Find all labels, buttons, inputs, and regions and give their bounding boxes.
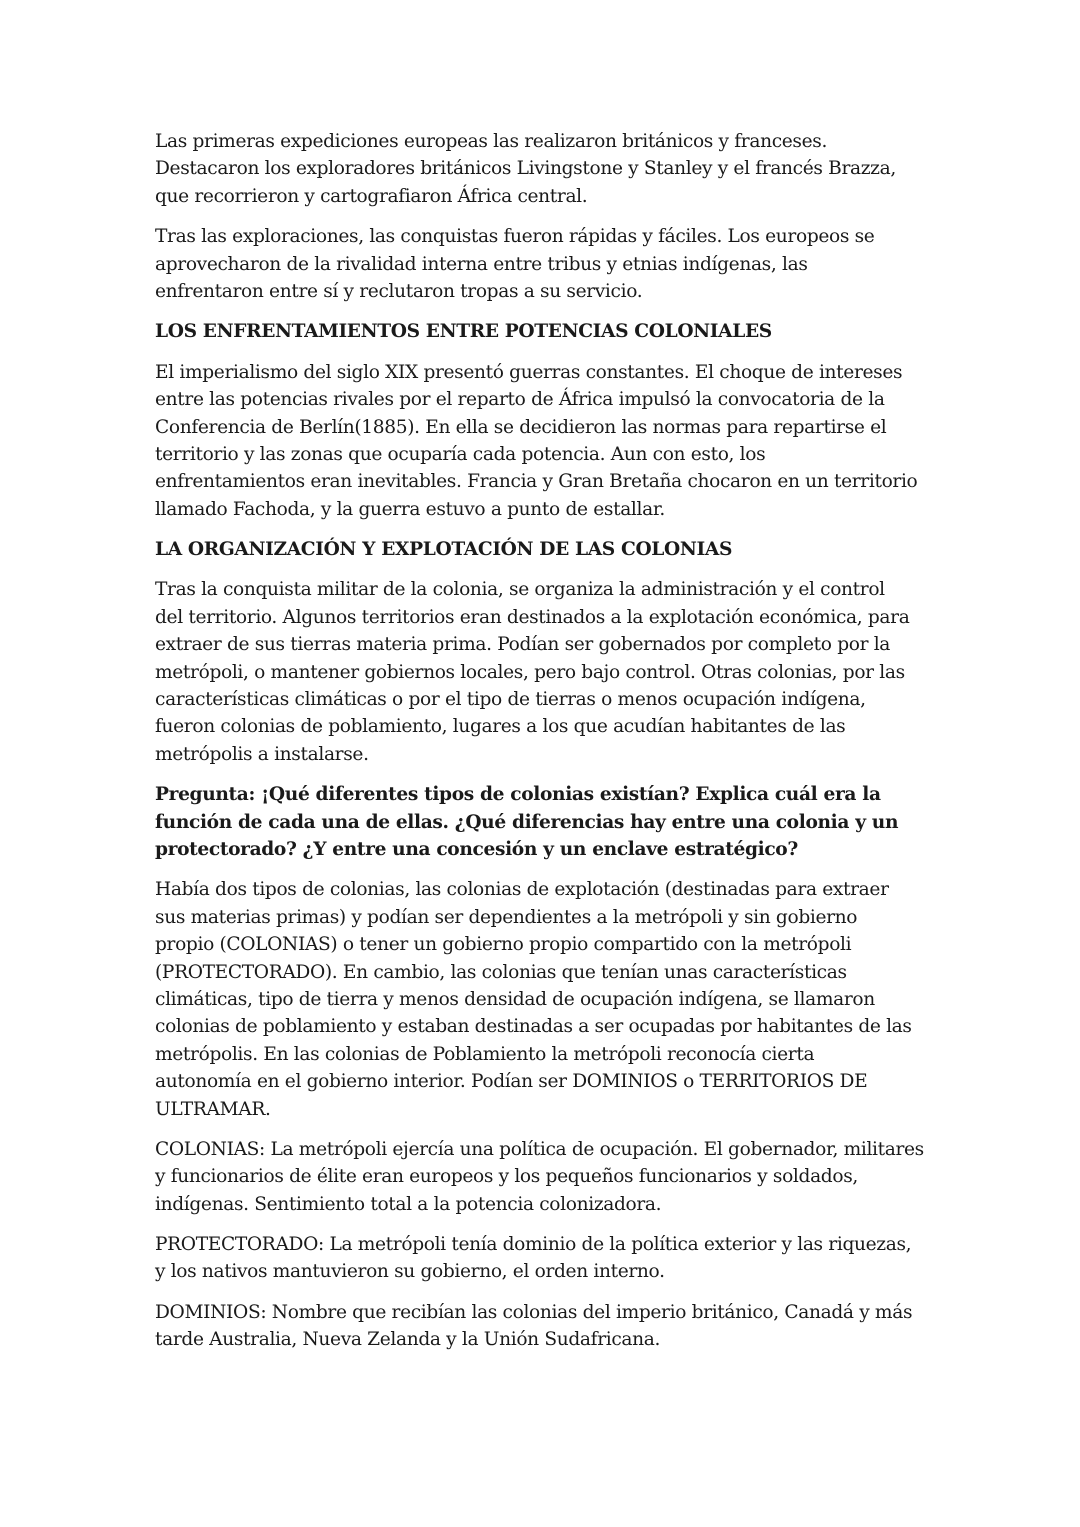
text-line: Tras las exploraciones, las conquistas fueron rápidas y fáciles. Los europeos se — [155, 226, 875, 248]
question-block — [155, 781, 945, 863]
text-line: entre las potencias rivales por el reparto de África impulsó la convocatoria de la — [155, 389, 885, 411]
text-line: que recorrieron y cartografiaron África central. — [155, 185, 588, 207]
text-line: Había dos tipos de colonias, las colonias de explotación (destinadas para extraer — [155, 879, 889, 901]
answer-protectorado — [155, 1231, 945, 1286]
text-line: Destacaron los exploradores británicos Livingstone y Stanley y el francés Brazza, — [155, 158, 896, 180]
section-heading-enfrentamientos — [155, 318, 945, 345]
text-line: enfrentamientos eran inevitables. Francia y Gran Bretaña chocaron en un territorio — [155, 471, 918, 493]
section-heading-organizacion — [155, 536, 945, 563]
text-line: aprovecharon de la rivalidad interna entre tribus y etnias indígenas, las — [155, 253, 808, 275]
text-line: Conferencia de Berlín(1885). En ella se decidieron las normas para repartirse el — [155, 416, 887, 438]
paragraph-expediciones — [155, 128, 945, 210]
text-line: llamado Fachoda, y la guerra estuvo a punto de estallar. — [155, 498, 665, 520]
text-line: y funcionarios de élite eran europeos y los pequeños funcionarios y soldados, — [155, 1166, 858, 1188]
text-line: y los nativos mantuvieron su gobierno, el orden interno. — [155, 1261, 665, 1283]
text-line: ULTRAMAR. — [155, 1098, 271, 1120]
text-line: El imperialismo del siglo XIX presentó guerras constantes. El choque de intereses — [155, 361, 903, 383]
text-line: climáticas, tipo de tierra y menos densidad de ocupación indígena, se llamaron — [155, 988, 875, 1010]
question-line: función de cada una de ellas. ¿Qué diferencias hay entre una colonia y un — [155, 811, 899, 833]
text-line: enfrentaron entre sí y reclutaron tropas a su servicio. — [155, 280, 643, 302]
text-line: DOMINIOS: Nombre que recibían las colonias del imperio británico, Canadá y más — [155, 1301, 913, 1323]
text-line: Las primeras expediciones europeas las realizaron británicos y franceses. — [155, 131, 828, 152]
text-line: características climáticas o por el tipo de tierras o menos ocupación indígena, — [155, 689, 866, 711]
text-line: territorio y las zonas que ocuparía cada potencia. Aun con esto, los — [155, 443, 766, 465]
text-line: tarde Australia, Nueva Zelanda y la Unión Sudafricana. — [155, 1329, 661, 1351]
answer-tipos-de-colonias — [155, 876, 945, 1123]
text-line: autonomía en el gobierno interior. Podían ser DOMINIOS o TERRITORIOS DE — [155, 1071, 868, 1093]
answer-colonias — [155, 1136, 945, 1218]
text-line: PROTECTORADO: La metrópoli tenía dominio de la política exterior y las riquezas, — [155, 1234, 912, 1256]
text-line: COLONIAS: La metrópoli ejercía una política de ocupación. El gobernador, militares — [155, 1138, 924, 1160]
paragraph-imperialismo — [155, 359, 945, 523]
text-line: metrópolis. En las colonias de Poblamiento la metrópoli reconocía cierta — [155, 1043, 815, 1065]
answer-dominios — [155, 1299, 945, 1354]
paragraph-conquistas — [155, 223, 945, 305]
text-line: metrópoli, o mantener gobiernos locales, pero bajo control. Otras colonias, por las — [155, 661, 905, 683]
text-line: fueron colonias de poblamiento, lugares a los que acudían habitantes de las — [155, 716, 846, 738]
paragraph-organizacion — [155, 576, 945, 768]
question-line: protectorado? ¿Y entre una concesión y un enclave estratégico? — [155, 838, 798, 860]
heading-text: LOS ENFRENTAMIENTOS ENTRE POTENCIAS COLONIALES — [155, 321, 772, 343]
text-line: del territorio. Algunos territorios eran destinados a la explotación económica, para — [155, 606, 910, 628]
text-line: metrópolis a instalarse. — [155, 743, 369, 765]
text-line: (PROTECTORADO). En cambio, las colonias que tenían unas características — [155, 961, 847, 983]
text-line: indígenas. Sentimiento total a la potencia colonizadora. — [155, 1193, 662, 1215]
text-line: propio (COLONIAS) o tener un gobierno propio compartido con la metrópoli — [155, 934, 852, 956]
question-line: Pregunta: ¡Qué diferentes tipos de colonias existían? Explica cuál era la — [155, 784, 881, 806]
text-line: extraer de sus tierras materia prima. Podían ser gobernados por completo por la — [155, 634, 891, 656]
text-line: sus materias primas) y podían ser dependientes a la metrópoli y sin gobierno — [155, 906, 858, 928]
heading-text: LA ORGANIZACIÓN Y EXPLOTACIÓN DE LAS COLONIAS — [155, 539, 733, 561]
text-line: Tras la conquista militar de la colonia, se organiza la administración y el control — [155, 579, 885, 601]
text-line: colonias de poblamiento y estaban destinadas a ser ocupadas por habitantes de las — [155, 1016, 912, 1038]
document-page — [155, 128, 945, 1367]
